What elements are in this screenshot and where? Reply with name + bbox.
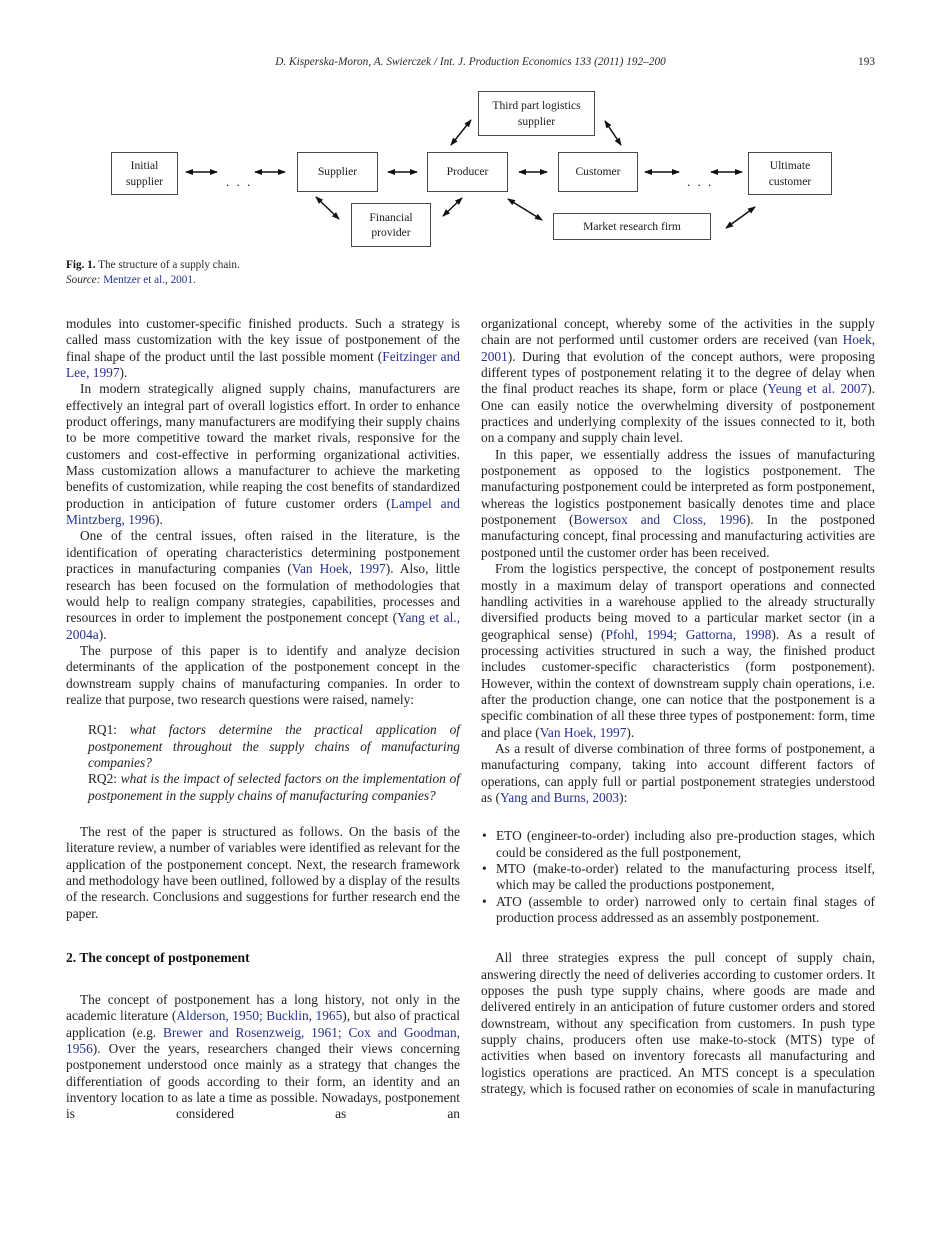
- text-run: ).: [626, 724, 635, 740]
- bullet-item: • ETO (engineer-to-order) including also pre-production stages, which could be considered as the full postponement,: [481, 828, 875, 861]
- rq-text: what is the impact of selected factors on the implementation of postponement in the supply chains of manufacturing companies?: [88, 771, 460, 803]
- chain-ellipsis-left: . . .: [226, 174, 253, 189]
- citation-link[interactable]: Brewer and Rosenzweig, 1961; Cox and Goodman, 1956: [66, 1024, 460, 1057]
- figure-caption: [66, 258, 486, 287]
- rq-label: RQ1:: [88, 722, 130, 738]
- citation-link[interactable]: Yang et al., 2004a: [66, 610, 460, 642]
- page-header: [66, 56, 875, 72]
- citation-link[interactable]: Lampel and Mintzberg, 1996: [66, 495, 460, 528]
- text-run: One of the central issues, often raised in the literature, is the identification of operating characteristics determining postponement practices in manufacturing companies (: [66, 528, 460, 577]
- text-run: organizational concept, whereby some of the activities in the supply chain are not performed until customer orders are received (van: [481, 316, 875, 348]
- figure-box-initial-supplier: Initial supplier: [111, 152, 178, 195]
- text-run: ). As a result of processing activities structured in such a way, the finished product includes customer-specific characteristics (form postponement). However, within the context of downstream supply chain operations, i.e. after the production change, one can notice that the postponement is a specific combination of all these three types of postponement: form, time and place (: [481, 626, 875, 740]
- paragraph: [66, 992, 460, 1123]
- citation-link[interactable]: Yang and Burns, 2003: [499, 789, 620, 805]
- text-run: ). Also, little research has been focused on the formulation of methodologies that would help to realign company strategies, capabilities, processes and resources in order to implement the postponement concept (: [66, 561, 460, 626]
- citation-link[interactable]: Pfohl, 1994; Gattorna, 1998: [605, 626, 772, 642]
- figure-box-customer: Customer: [558, 152, 638, 192]
- paragraph: [66, 528, 460, 642]
- research-question: [88, 771, 460, 804]
- paragraph: [66, 316, 460, 381]
- text-run: The rest of the paper is structured as follows. On the basis of the literature review, a number of variables were identified as relevant for the application of the postponement concept. Next, the research framework and methodology have been outlined, followed by a display of the results of the research. Conclusions and suggestions for further research end the paper.: [66, 823, 460, 921]
- citation-link[interactable]: Alderson, 1950; Bucklin, 1965: [176, 1008, 343, 1024]
- figure-caption-text: The structure of a supply chain.: [95, 259, 240, 271]
- right-column: [481, 316, 875, 1123]
- paragraph: [66, 824, 460, 922]
- text-run: ). During that evolution of the concept authors, were proposing different types of postponement relating it to the degree of delay when the final product reaches its shape, form or place (: [481, 348, 875, 397]
- figure-caption-label: Fig. 1.: [66, 259, 96, 271]
- text-run: ).: [98, 626, 107, 642]
- figure-box-third-part-logistics-supplier: Third part logistics supplier: [478, 91, 595, 136]
- text-run: All three strategies express the pull concept of supply chain, answering directly the need of deliveries according to customer orders. It opposes the push type supply chains, where goods are made and delivered entirely in an anticipation of future customer orders and stored downstream, without any specification from customers. In push type supply chains, producers often use make-to-stock (MTS) type of activities when based on inventory forecasts all manufacturing and logistics operations are practiced. An MTS concept is a speculation strategy, which is focused rather on economies of scale in manufacturing: [481, 950, 875, 1097]
- text-run: ), but also of practical application (e.g.: [66, 1008, 461, 1040]
- text-run: ).: [119, 365, 128, 381]
- text-run: ):: [619, 789, 628, 805]
- section-heading: 2. The concept of postponement: [66, 950, 250, 966]
- rq-text: what factors determine the practical application of postponement throughout the supply chains of manufacturing companies?: [88, 722, 460, 770]
- citation-link[interactable]: Hoek, 2001: [481, 332, 875, 364]
- figure-box-financial-provider: Financial provider: [351, 203, 431, 247]
- research-question: [88, 722, 460, 771]
- text-run: The purpose of this paper is to identify and analyze decision determinants of the application of the postponement concept in the downstream supply chains of manufacturing companies. In order to realize that purpose, two research questions were raised, namely:: [66, 642, 460, 707]
- text-run: ). One can easily notice the overwhelming diversity of postponement practices and underlying complexity of the issues connected to it, both on a company and supply chain level.: [481, 381, 875, 446]
- text-run: ). Over the years, researchers changed their views concerning postponement understood once mainly as a strategy that changes the differentiation of goods according to their form, an identity and an inventory location to as late a time as possible. Nowadays, postponement is considered as an: [66, 1041, 460, 1122]
- citation-link[interactable]: Van Hoek, 1997: [291, 561, 386, 577]
- citation-link[interactable]: Yeung et al. 2007: [767, 381, 868, 397]
- source-label: Source:: [66, 273, 101, 286]
- paragraph: [66, 381, 460, 528]
- paragraph: [481, 316, 875, 447]
- strategy-bullet-list: [481, 828, 875, 926]
- text-run: In modern strategically aligned supply chains, manufacturers are effectively an integral part of overall logistics effort. In order to enhance product offerings, many manufacturers are modifying their supply chains to be more competitive toward the market rivals, responsive for the customers and cost-effective in performing organizational activities. Mass customization allows a manufacturer to achieve the marketing benefits of customization, while reaping the cost benefits of standardized production in anticipation of future customer orders (: [66, 381, 460, 511]
- citation-link[interactable]: Van Hoek, 1997: [539, 724, 627, 740]
- text-run: As a result of diverse combination of three forms of postponement, a manufacturing company, taking into account different factors of operations, can apply full or partial postponement strategies understood as (: [481, 740, 875, 805]
- citation-link[interactable]: Bowersox and Closs, 1996: [573, 512, 746, 528]
- figure-box-market-research-firm: Market research firm: [553, 213, 711, 240]
- running-head-citation: D. Kisperska-Moron, A. Swierczek / Int. J. Production Economics 133 (2011) 192–200: [275, 56, 666, 68]
- text-run: The concept of postponement has a long history, not only in the academic literature (: [66, 992, 460, 1024]
- text-run: modules into customer-specific finished products. Such a strategy is called mass customization with the key issue of postponement of the final shape of the product until the last possible moment (: [66, 316, 460, 364]
- research-questions: [66, 722, 460, 804]
- paragraph: [481, 447, 875, 561]
- figure-box-ultimate-customer: Ultimate customer: [748, 152, 832, 195]
- page-number: 193: [858, 56, 875, 68]
- text-run: ). In the postponed manufacturing concept, final processing and manufacturing activities are postponed until the customer order has been received.: [481, 512, 875, 560]
- figure-box-producer: Producer: [427, 152, 508, 192]
- text-run: In this paper, we essentially address the issues of manufacturing postponement as opposed to the logistics postponement. The manufacturing postponement could be interpreted as form postponement, whereas the logistics postponement basically denotes time and place postponement (: [481, 446, 875, 528]
- chain-ellipsis-right: . . .: [687, 174, 714, 189]
- text-run: From the logistics perspective, the concept of postponement results mostly in a maximum delay of transport operations and connected handling activities in a warehouse applied to the already structurally diversified products being moved to a particular market sector (in a geographical sense) (: [481, 561, 875, 642]
- figure-1-supply-chain-diagram: [70, 88, 882, 255]
- bullet-item: • MTO (make-to-order) related to the manufacturing process itself, which may be called the productions postponement,: [481, 861, 875, 894]
- left-column: [66, 316, 460, 1123]
- paragraph: [66, 643, 460, 708]
- source-citation-link[interactable]: Mentzer et al., 2001.: [103, 273, 196, 286]
- text-run: ).: [155, 512, 163, 528]
- rq-label: RQ2:: [88, 771, 121, 787]
- paragraph: [481, 561, 875, 741]
- body-columns: [66, 316, 875, 1123]
- figure-box-supplier: Supplier: [297, 152, 378, 192]
- paragraph: [481, 741, 875, 806]
- bullet-item: • ATO (assemble to order) narrowed only to certain final stages of production process addressed as an assembly postponement.: [481, 894, 875, 927]
- paragraph: [481, 950, 875, 1097]
- citation-link[interactable]: Feitzinger and Lee, 1997: [66, 348, 460, 381]
